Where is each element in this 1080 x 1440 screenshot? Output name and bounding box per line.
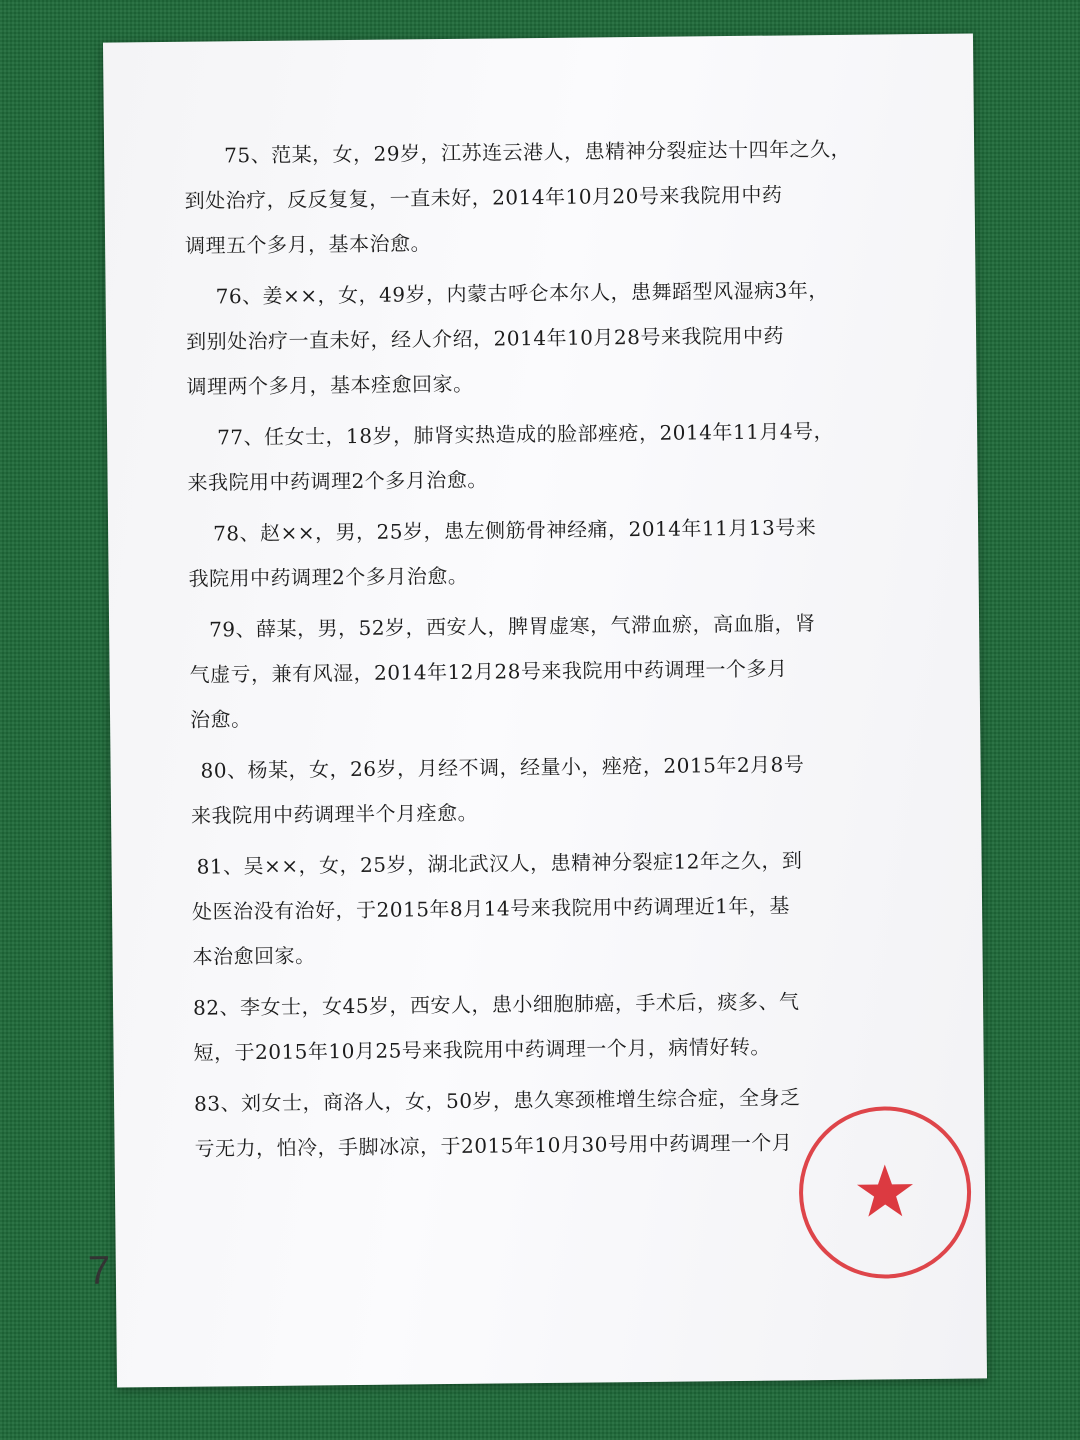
page-number: 7 <box>87 1248 111 1293</box>
case-list <box>184 126 955 1178</box>
case-line: 81、吴××，女，25岁，湖北武汉人，患精神分裂症12年之久，到 <box>196 848 803 879</box>
case-entry-78 <box>188 504 949 602</box>
case-line: 83、刘女士，商洛人，女，50岁，患久寒颈椎增生综合症，全身乏 <box>193 1085 801 1116</box>
case-entry-79 <box>189 600 950 743</box>
case-line: 80、杨某，女，26岁，月经不调，经量小，痤疮，2015年2月8号 <box>200 752 805 783</box>
case-entry-80 <box>190 741 951 839</box>
case-entry-76 <box>185 267 946 410</box>
case-line: 来我院用中药调理2个多月治愈。 <box>187 467 488 495</box>
case-line: 气虚亏，兼有风湿，2014年12月28号来我院用中药调理一个多月 <box>189 656 788 687</box>
case-line: 78、赵××，男，25岁，患左侧筋骨神经痛，2014年11月13号来 <box>213 515 817 546</box>
document-page <box>87 33 987 1387</box>
case-line: 调理五个多月，基本治愈。 <box>184 231 432 258</box>
case-entry-82 <box>193 978 954 1076</box>
case-line: 到处治疗，反反复复，一直未好，2014年10月20号来我院用中药 <box>184 182 783 213</box>
case-entry-81 <box>191 837 952 980</box>
case-line: 来我院用中药调理半个月痊愈。 <box>190 800 479 828</box>
case-line: 82、李女士，女45岁，西安人，患小细胞肺癌，手术后，痰多、气 <box>192 989 800 1020</box>
case-line: 75、范某，女，29岁，江苏连云港人，患精神分裂症达十四年之久， <box>224 136 852 168</box>
case-line: 79、薛某，男，52岁，西安人，脾胃虚寒，气滞血瘀，高血脂，肾 <box>209 611 816 642</box>
case-entry-77 <box>187 408 948 506</box>
case-line: 治愈。 <box>189 707 252 732</box>
case-line: 76、姜××，女，49岁，内蒙古呼仑本尔人，患舞蹈型风湿病3年， <box>215 278 829 309</box>
case-line: 本治愈回家。 <box>192 943 316 969</box>
official-seal <box>794 1102 976 1284</box>
case-line: 短，于2015年10月25号来我院用中药调理一个月，病情好转。 <box>193 1034 771 1065</box>
case-entry-75 <box>184 126 945 269</box>
case-line: 调理两个多月，基本痊愈回家。 <box>186 371 474 399</box>
case-line: 77、任女士，18岁，肺肾实热造成的脸部痤疮，2014年11月4号， <box>216 418 835 450</box>
case-line: 处医治没有治好，于2015年8月14号来我院用中药调理近1年，基 <box>191 893 790 924</box>
case-line: 到别处治疗一直未好，经人介绍，2014年10月28号来我院用中药 <box>185 323 785 354</box>
case-line: 我院用中药调理2个多月治愈。 <box>188 563 469 591</box>
case-line: 亏无力，怕冷，手脚冰凉，于2015年10月30号用中药调理一个月 <box>194 1130 793 1161</box>
star-icon <box>857 1164 914 1217</box>
